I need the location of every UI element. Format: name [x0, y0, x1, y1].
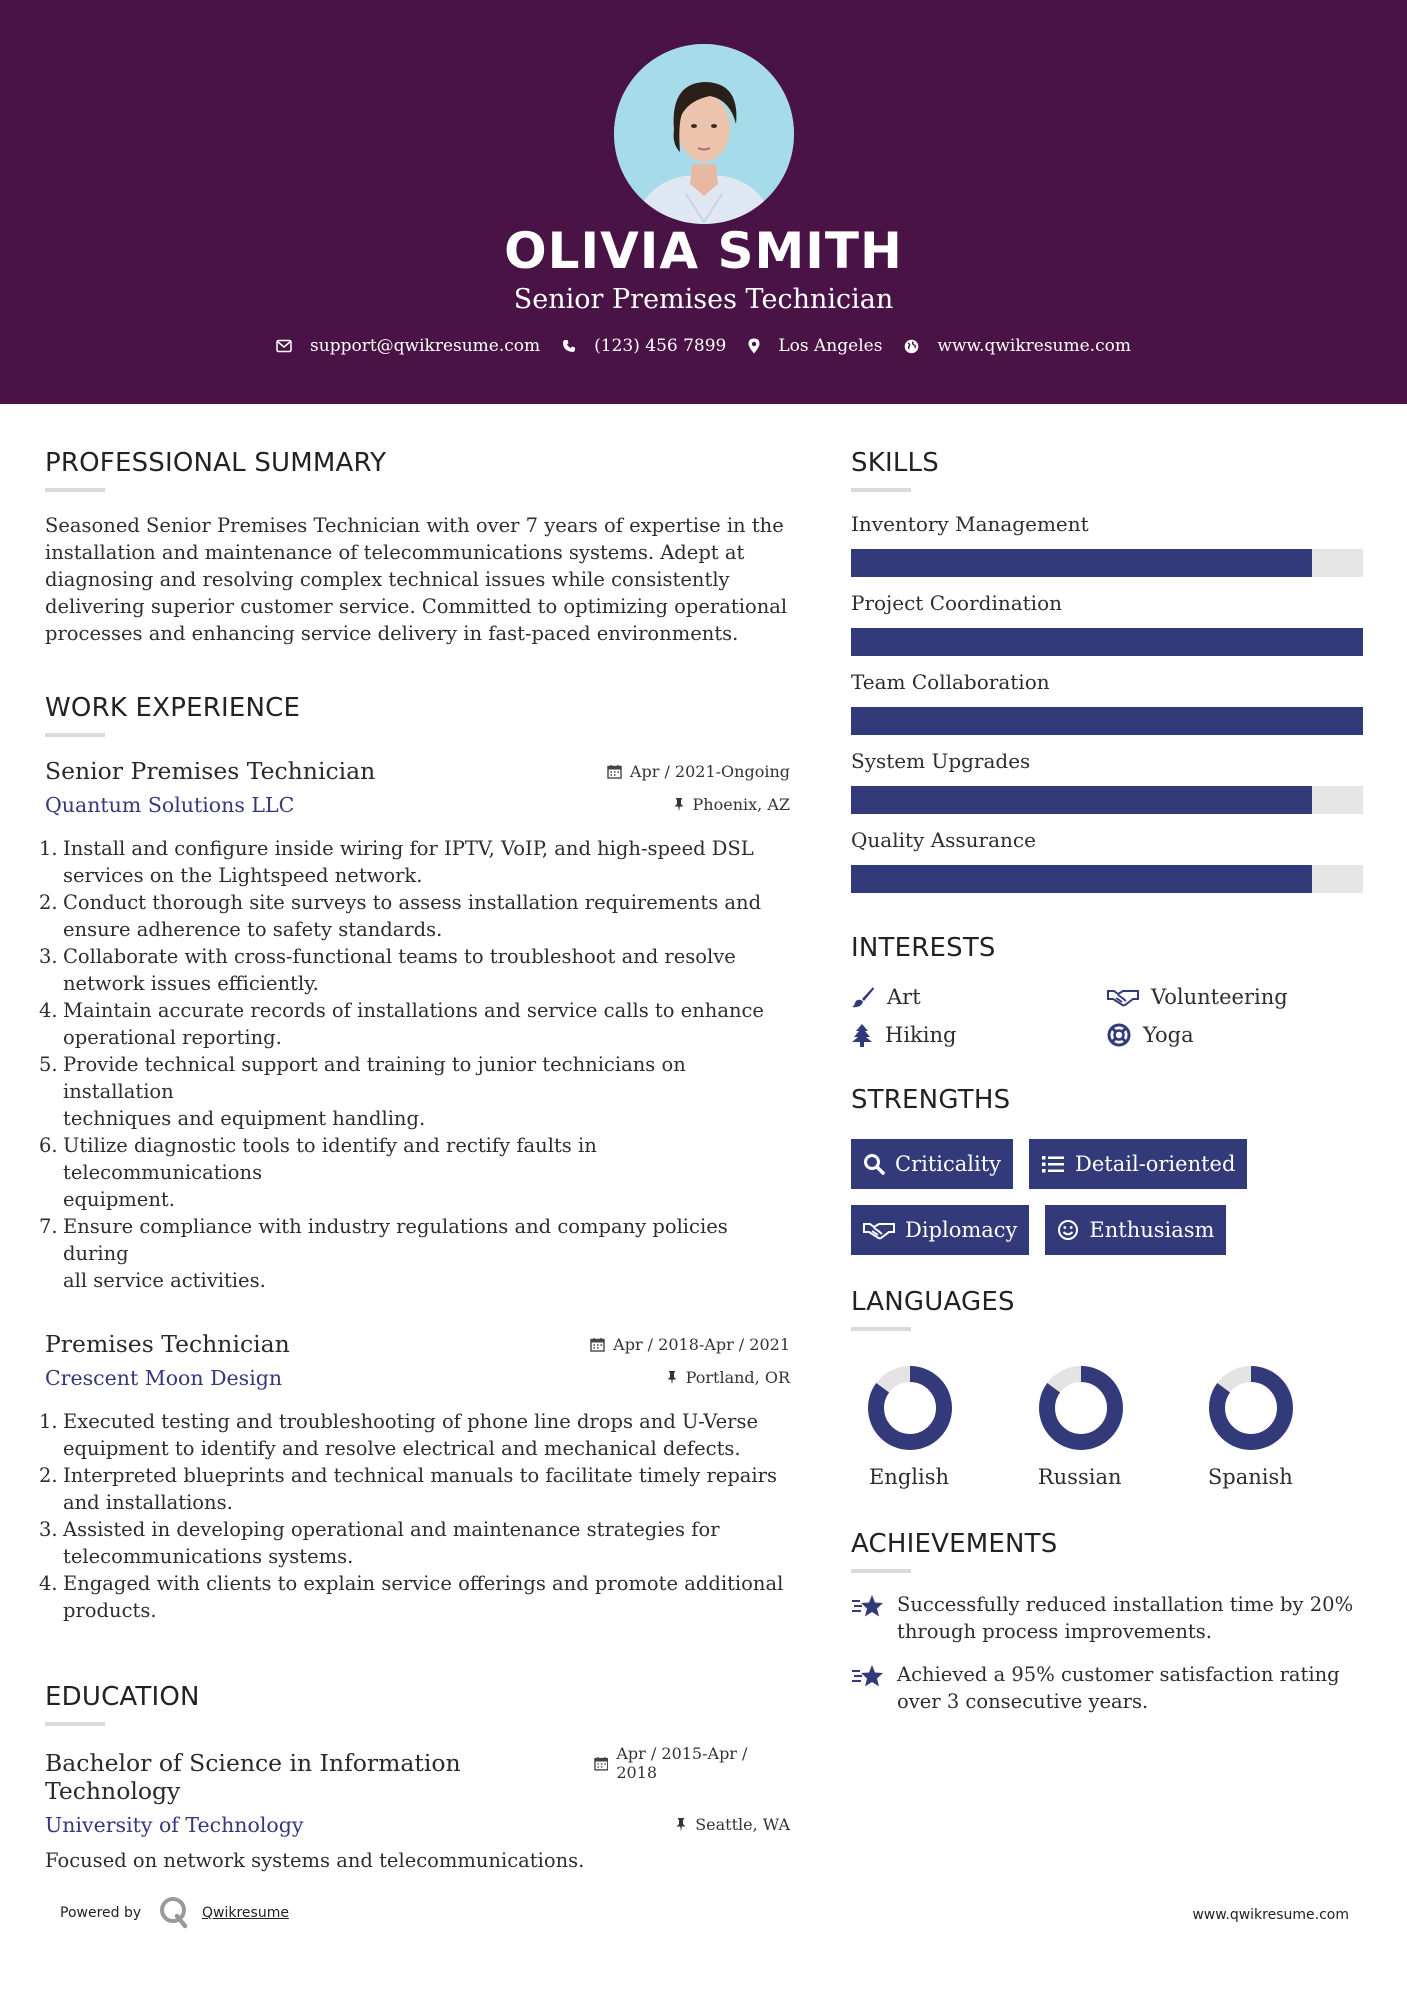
education-location: [675, 1815, 790, 1834]
skill-item: [851, 591, 1363, 656]
contact-location-text: Los Angeles: [778, 336, 883, 356]
language-donut: [867, 1365, 953, 1451]
strength-list: [851, 1139, 1363, 1271]
job-location: [666, 1368, 790, 1387]
strengths-section: [851, 1085, 1363, 1271]
qwikresume-logo-icon: [158, 1895, 190, 1929]
contact-email-text: support@qwikresume.com: [310, 336, 541, 356]
summary-line: Seasoned Senior Premises Technician with over 7 years of expertise in the: [45, 514, 784, 537]
languages-section: [851, 1287, 1363, 1489]
summary-line: diagnosing and resolving complex technical issues while consistently: [45, 568, 730, 591]
list-item: 4. Maintain accurate records of installations and service calls to enhance operational reporting.: [45, 997, 790, 1051]
list-item: 2. Conduct thorough site surveys to assess installation requirements and ensure adherence to safety standards.: [45, 889, 790, 943]
job-entry: [39, 757, 790, 1294]
strength-label: Criticality: [895, 1152, 1001, 1176]
person-photo-icon: [614, 44, 794, 224]
pushpin-icon: [673, 797, 685, 812]
duty-list: [39, 1408, 790, 1624]
strengths-heading: STRENGTHS: [851, 1085, 1011, 1115]
summary-line: delivering superior customer service. Committed to optimizing operational: [45, 595, 788, 618]
page-footer: [0, 1895, 1407, 1935]
job-dates-text: Apr / 2018-Apr / 2021: [613, 1335, 790, 1354]
degree-title: Bachelor of Science in Information Technology: [45, 1748, 461, 1805]
work-heading: WORK EXPERIENCE: [45, 693, 301, 723]
skill-bar-fill: [851, 707, 1363, 735]
search-icon: [863, 1153, 885, 1175]
languages-heading: LANGUAGES: [851, 1287, 1015, 1317]
list-icon: [1041, 1154, 1065, 1174]
skill-bar-fill: [851, 549, 1312, 577]
skill-label: Inventory Management: [851, 512, 1089, 536]
contact-bar: [0, 336, 1407, 356]
duty-line: Ensure compliance with industry regulations and company policies during: [63, 1215, 728, 1265]
right-column: [851, 448, 1363, 1715]
duty-line: Collaborate with cross-functional teams to troubleshoot and resolve: [63, 945, 736, 968]
achievement-text: [897, 1591, 1357, 1645]
section-divider: [851, 1327, 911, 1331]
duty-line: Provide technical support and training to junior technicians on installation: [63, 1053, 686, 1103]
job-location-text: Phoenix, AZ: [692, 795, 790, 814]
job-location-text: Portland, OR: [685, 1368, 790, 1387]
footer-website[interactable]: www.qwikresume.com: [1192, 1907, 1349, 1923]
brand-link[interactable]: Qwikresume: [202, 1905, 289, 1921]
left-column: [39, 448, 790, 1874]
list-item: 7. Ensure compliance with industry regulations and company policies during all service activities.: [45, 1213, 790, 1294]
job-entry: [39, 1330, 790, 1624]
duty-line: Interpreted blueprints and technical manuals to facilitate timely repairs: [63, 1464, 777, 1487]
achievement-line: over 3 consecutive years.: [897, 1690, 1149, 1713]
duty-line: Utilize diagnostic tools to identify and rectify faults in telecommunications: [63, 1134, 597, 1184]
skill-bar-track: [851, 707, 1363, 735]
section-divider: [851, 1569, 911, 1573]
handshake-icon: [1107, 987, 1139, 1007]
skill-bar-track: [851, 628, 1363, 656]
list-item: 6. Utilize diagnostic tools to identify and rectify faults in telecommunications equipment.: [45, 1132, 790, 1213]
contact-phone-text: (123) 456 7899: [594, 336, 727, 356]
interest-label: Volunteering: [1151, 985, 1288, 1009]
skill-bar-track: [851, 786, 1363, 814]
interest-item: [851, 985, 1107, 1009]
section-divider: [851, 488, 911, 492]
duty-line: Assisted in developing operational and maintenance strategies for: [63, 1518, 720, 1541]
interest-item: [1107, 1023, 1363, 1047]
job-company: Crescent Moon Design: [45, 1366, 283, 1390]
achievement-line: Successfully reduced installation time by 20%: [897, 1593, 1354, 1616]
skill-bar-fill: [851, 786, 1312, 814]
duty-line: all service activities.: [63, 1269, 266, 1292]
envelope-icon: [276, 339, 292, 353]
list-item: 1. Install and configure inside wiring for IPTV, VoIP, and high-speed DSL services on the Lightspeed network.: [45, 835, 790, 889]
interests-heading: INTERESTS: [851, 933, 996, 963]
achievement-item: [851, 1591, 1363, 1645]
calendar-icon: [590, 1337, 605, 1352]
interest-label: Hiking: [885, 1023, 957, 1047]
skill-list: [851, 512, 1363, 893]
job-role: Senior Premises Technician: [45, 757, 376, 785]
globe-icon: [904, 339, 919, 354]
skills-heading: SKILLS: [851, 448, 939, 478]
duty-line: Install and configure inside wiring for IPTV, VoIP, and high-speed DSL: [63, 837, 754, 860]
interest-list: [851, 985, 1363, 1047]
contact-phone[interactable]: [562, 336, 726, 356]
list-item: 4. Engaged with clients to explain service offerings and promote additional products.: [45, 1570, 790, 1624]
strength-label: Enthusiasm: [1089, 1218, 1215, 1242]
skill-label: Quality Assurance: [851, 828, 1036, 852]
education-note: Focused on network systems and telecommunications.: [45, 1848, 585, 1872]
strength-chip: [1045, 1205, 1226, 1255]
strength-label: Diplomacy: [905, 1218, 1018, 1242]
education-dates: [594, 1744, 790, 1782]
duty-line: telecommunications systems.: [63, 1545, 354, 1568]
achievements-section: [851, 1529, 1363, 1715]
strength-chip: [851, 1205, 1029, 1255]
pushpin-icon: [675, 1817, 687, 1832]
powered-by-text: Powered by: [60, 1905, 142, 1921]
education-heading: EDUCATION: [45, 1682, 200, 1712]
contact-website[interactable]: [904, 336, 1131, 356]
duty-line: Executed testing and troubleshooting of phone line drops and U-Verse: [63, 1410, 759, 1433]
skill-bar-track: [851, 865, 1363, 893]
resume-header: [0, 0, 1407, 404]
strength-chip: [1029, 1139, 1247, 1189]
interests-section: [851, 933, 1363, 1047]
language-label: English: [868, 1465, 950, 1489]
duty-line: equipment.: [63, 1188, 175, 1211]
summary-heading: PROFESSIONAL SUMMARY: [45, 448, 387, 478]
duty-line: techniques and equipment handling.: [63, 1107, 426, 1130]
language-donut: [1208, 1365, 1294, 1451]
duty-line: operational reporting.: [63, 1026, 282, 1049]
tree-icon: [851, 1023, 873, 1047]
duty-line: equipment to identify and resolve electrical and mechanical defects.: [63, 1437, 741, 1460]
section-divider: [45, 1722, 105, 1726]
handshake-icon: [863, 1220, 895, 1240]
skills-section: [851, 448, 1363, 893]
skill-bar-fill: [851, 628, 1363, 656]
interest-label: Yoga: [1143, 1023, 1194, 1047]
duty-line: products.: [63, 1599, 157, 1622]
job-dates: [590, 1335, 790, 1354]
skill-item: [851, 749, 1363, 814]
achievements-heading: ACHIEVEMENTS: [851, 1529, 1058, 1559]
job-dates-text: Apr / 2021-Ongoing: [629, 762, 790, 781]
skill-bar-track: [851, 549, 1363, 577]
language-item: [851, 1365, 1022, 1489]
achievement-text: [897, 1661, 1357, 1715]
education-section: [45, 1682, 790, 1874]
summary-section: [45, 448, 790, 647]
skill-item: [851, 828, 1363, 893]
duty-line: network issues efficiently.: [63, 972, 319, 995]
profile-photo: [614, 44, 794, 224]
language-item: [1192, 1365, 1363, 1489]
interest-item: [851, 1023, 1107, 1047]
pushpin-icon: [666, 1370, 678, 1385]
achievement-line: through process improvements.: [897, 1620, 1212, 1643]
duty-line: Conduct thorough site surveys to assess installation requirements and: [63, 891, 762, 914]
shooting-star-icon: [851, 1593, 885, 1619]
summary-text: [45, 512, 790, 647]
education-location-text: Seattle, WA: [695, 1814, 790, 1834]
achievement-item: [851, 1661, 1363, 1715]
summary-line: processes and enhancing service delivery in fast-paced environments.: [45, 622, 739, 645]
contact-website-text: www.qwikresume.com: [937, 336, 1131, 356]
duty-line: ensure adherence to safety standards.: [63, 918, 443, 941]
skill-label: Team Collaboration: [851, 670, 1050, 694]
language-donut: [1038, 1365, 1124, 1451]
school-name: University of Technology: [45, 1812, 304, 1837]
job-location: [673, 795, 790, 814]
list-item: 3. Collaborate with cross-functional teams to troubleshoot and resolve network issues efficiently.: [45, 943, 790, 997]
phone-icon: [562, 339, 576, 353]
duty-line: services on the Lightspeed network.: [63, 864, 423, 887]
list-item: 2. Interpreted blueprints and technical manuals to facilitate timely repairs and installations.: [45, 1462, 790, 1516]
list-item: 1. Executed testing and troubleshooting of phone line drops and U-Verse equipment to identify and resolve electrical and mechanical defects.: [45, 1408, 790, 1462]
candidate-title: Senior Premises Technician: [513, 284, 894, 315]
list-item: 5. Provide technical support and training to junior technicians on installation techniques and equipment handling.: [45, 1051, 790, 1132]
candidate-name: OLIVIA SMITH: [504, 222, 903, 280]
section-divider: [45, 488, 105, 492]
summary-line: installation and maintenance of telecommunications systems. Adept at: [45, 541, 745, 564]
skill-item: [851, 670, 1363, 735]
section-divider: [45, 733, 105, 737]
calendar-icon: [607, 764, 622, 779]
list-item: 3. Assisted in developing operational and maintenance strategies for telecommunications systems.: [45, 1516, 790, 1570]
skill-item: [851, 512, 1363, 577]
shooting-star-icon: [851, 1663, 885, 1689]
language-label: Russian: [1037, 1465, 1122, 1489]
map-pin-icon: [748, 338, 760, 354]
skill-label: Project Coordination: [851, 591, 1062, 615]
contact-location: [748, 336, 882, 356]
language-list: [851, 1365, 1363, 1489]
achievement-line: Achieved a 95% customer satisfaction rating: [897, 1663, 1340, 1686]
lifebuoy-icon: [1107, 1023, 1131, 1047]
skill-bar-fill: [851, 865, 1312, 893]
job-role: Premises Technician: [45, 1330, 290, 1358]
interest-item: [1107, 985, 1363, 1009]
duty-line: Maintain accurate records of installations and service calls to enhance: [63, 999, 764, 1022]
calendar-icon: [594, 1756, 609, 1771]
language-label: Spanish: [1207, 1465, 1293, 1489]
duty-line: and installations.: [63, 1491, 233, 1514]
paintbrush-icon: [851, 986, 875, 1008]
job-dates: [607, 762, 790, 781]
contact-email[interactable]: [276, 336, 540, 356]
strength-label: Detail-oriented: [1075, 1152, 1236, 1176]
duty-list: [39, 835, 790, 1294]
work-section: [39, 693, 790, 1624]
language-item: [1022, 1365, 1193, 1489]
strength-chip: [851, 1139, 1013, 1189]
smile-icon: [1057, 1219, 1079, 1241]
skill-label: System Upgrades: [851, 749, 1031, 773]
job-company: Quantum Solutions LLC: [45, 793, 295, 817]
duty-line: Engaged with clients to explain service offerings and promote additional: [63, 1572, 784, 1595]
education-dates-text: Apr / 2015-Apr / 2018: [616, 1744, 748, 1782]
interest-label: Art: [887, 985, 921, 1009]
